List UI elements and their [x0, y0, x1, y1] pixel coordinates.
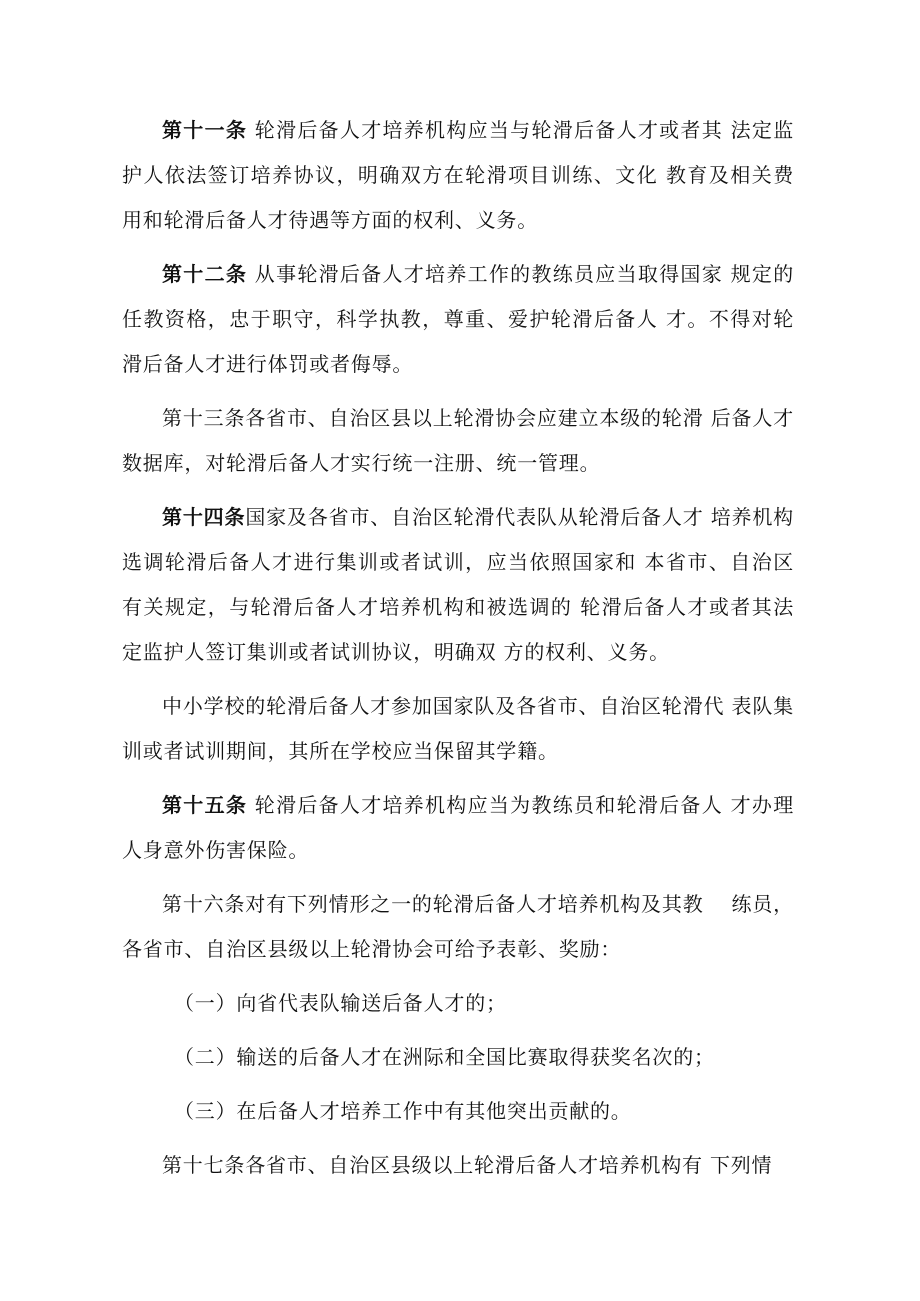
article-14-paragraph-2 — [122, 684, 794, 774]
list-item: （三）在后备人才培养工作中有其他突出贡献的。 — [174, 1099, 632, 1123]
article-12 — [122, 252, 794, 387]
article-heading: 第十一条 — [162, 118, 248, 142]
article-text: 从事轮滑后备人才培养工作的教练员应当取得国家 规定的任教资格，忠于职守，科学执教，尊重、爱护轮滑后备人 才。不得对轮滑后备人才进行体罚或者侮辱。 — [122, 262, 794, 376]
article-heading: 第十四条 — [162, 505, 246, 529]
list-item: （二）输送的后备人才在洲际和全国比赛取得获奖名次的； — [174, 1045, 715, 1069]
article-17 — [122, 1143, 794, 1188]
article-text: 第十七条各省市、自治区县级以上轮滑后备人才培养机构有 下列情 — [162, 1153, 773, 1177]
article-heading: 第十五条 — [162, 793, 248, 817]
article-15 — [122, 783, 794, 873]
article-text: 第十三条各省市、自治区县以上轮滑协会应建立本级的轮滑 后备人才数据库，对轮滑后备人才实行统一注册、统一管理。 — [122, 406, 794, 475]
document-page — [122, 108, 794, 1188]
article-16 — [122, 882, 794, 972]
article-14 — [122, 495, 794, 675]
article-text: 中小学校的轮滑后备人才参加国家队及各省市、自治区轮滑代 表队集训或者试训期间，其所在学校应当保留其学籍。 — [122, 694, 794, 763]
article-13 — [122, 396, 794, 486]
list-item: （一）向省代表队输送后备人才的； — [174, 991, 507, 1015]
article-text: 国家及各省市、自治区轮滑代表队从轮滑后备人才 培养机构选调轮滑后备人才进行集训或者试训，应当依照国家和 本省市、自治区有关规定，与轮滑后备人才培养机构和被选调的 轮滑后备人才或者其法定监护人签订集训或者试训协议，明确双 方的权利、义务。 — [122, 505, 794, 664]
article-text: 轮滑后备人才培养机构应当为教练员和轮滑后备人 才办理人身意外伤害保险。 — [122, 793, 794, 862]
article-text: 第十六条对有下列情形之一的轮滑后备人才培养机构及其教 练员，各省市、自治区县级以上轮滑协会可给予表彰、奖励： — [122, 892, 794, 961]
article-text: 轮滑后备人才培养机构应当与轮滑后备人才或者其 法定监护人依法签订培养协议，明确双方在轮滑项目训练、文化 教育及相关费用和轮滑后备人才待遇等方面的权利、义务。 — [122, 118, 794, 232]
article-heading: 第十二条 — [162, 262, 248, 286]
article-11 — [122, 108, 794, 243]
